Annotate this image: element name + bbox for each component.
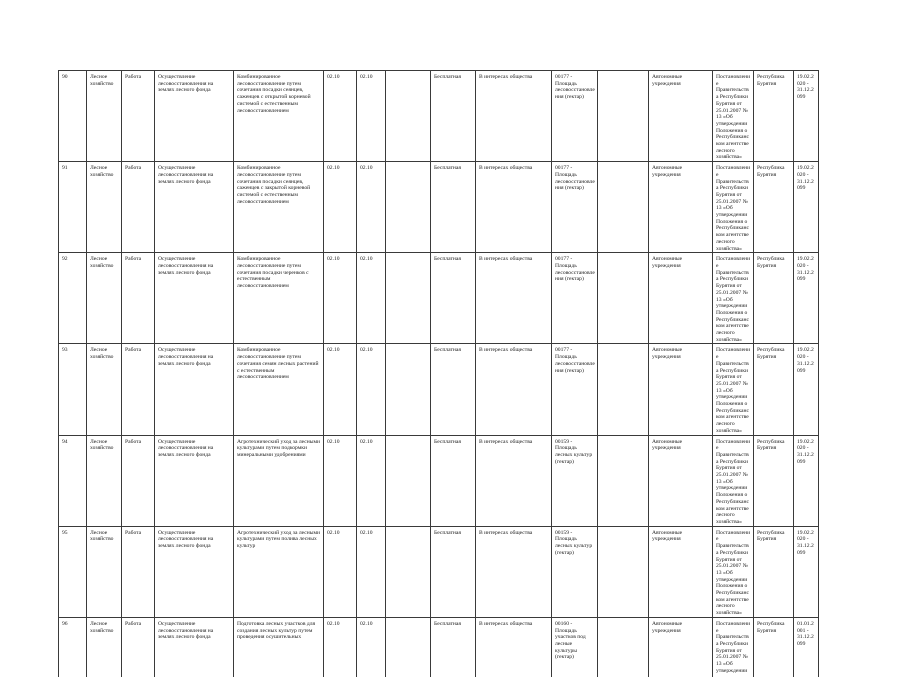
payment-type-cell: Бесплатная <box>431 344 476 435</box>
empty-cell-cell <box>386 526 431 617</box>
row-number-cell: 95 <box>59 526 87 617</box>
okved-code-2-cell: 02.10 <box>357 526 386 617</box>
volume-indicator-cell: 00159 - Площадь лесных культур (гектар) <box>552 435 598 526</box>
activity-sphere-cell: Лесное хозяйство <box>87 344 122 435</box>
service-kind-cell: Работа <box>122 344 155 435</box>
row-number-cell: 94 <box>59 435 87 526</box>
payment-type-cell: Бесплатная <box>431 162 476 253</box>
payment-type-cell: Бесплатная <box>431 526 476 617</box>
okved-code-cell: 02.10 <box>324 617 357 677</box>
table-body <box>59 71 819 677</box>
authority-cell: Республика Бурятия <box>754 344 794 435</box>
payment-type-cell: Бесплатная <box>431 435 476 526</box>
volume-indicator-cell: 00177 - Площадь лесовосстановления (гектар) <box>552 71 598 162</box>
empty-cell-cell <box>386 71 431 162</box>
consumers-cell: В интересах общества <box>476 71 552 162</box>
validity-period-cell: 19.02.2020 - 31.12.2099 <box>794 253 819 344</box>
activity-sphere-cell: Лесное хозяйство <box>87 617 122 677</box>
table-row <box>59 253 819 344</box>
row-number-cell: 91 <box>59 162 87 253</box>
okved-code-cell: 02.10 <box>324 435 357 526</box>
table-row <box>59 71 819 162</box>
institution-type-cell: Автономные учреждения <box>649 526 713 617</box>
authority-cell: Республика Бурятия <box>754 71 794 162</box>
volume-indicator-cell: 00177 - Площадь лесовосстановления (гектар) <box>552 253 598 344</box>
legal-act-cell: Постановление Правительства Республики Бурятия от 25.01.2007 № 13 «Об утверждении Положения о Республиканском агентстве лесного хозяйства» <box>713 71 754 162</box>
consumers-cell: В интересах общества <box>476 344 552 435</box>
okved-code-2-cell: 02.10 <box>357 435 386 526</box>
institution-type-cell: Автономные учреждения <box>649 617 713 677</box>
okved-code-2-cell: 02.10 <box>357 344 386 435</box>
okved-code-cell: 02.10 <box>324 344 357 435</box>
empty-cell-cell <box>386 253 431 344</box>
okved-code-2-cell: 02.10 <box>357 253 386 344</box>
service-name-cell: Осуществление лесовосстановления на землях лесного фонда <box>155 435 234 526</box>
authority-cell: Республика Бурятия <box>754 526 794 617</box>
validity-period-cell: 19.02.2020 - 31.12.2099 <box>794 162 819 253</box>
service-kind-cell: Работа <box>122 162 155 253</box>
validity-period-cell: 19.02.2020 - 31.12.2099 <box>794 435 819 526</box>
legal-act-cell: Постановление Правительства Республики Бурятия от 25.01.2007 № 13 «Об утверждении Положения о Республиканском агентстве лесного хозяйства» <box>713 344 754 435</box>
empty-cell-cell <box>386 435 431 526</box>
okved-code-cell: 02.10 <box>324 253 357 344</box>
okved-code-cell: 02.10 <box>324 71 357 162</box>
service-content-cell: Комбинированное лесовосстановление путем сочетания посадки сеянцев, саженцев с закрытой корневой системой с естественным лесовосстановлением <box>234 162 324 253</box>
okved-code-cell: 02.10 <box>324 162 357 253</box>
volume-indicator-cell: 00160 - Площадь участков под лесные культуры (гектар) <box>552 617 598 677</box>
service-name-cell: Осуществление лесовосстановления на землях лесного фонда <box>155 71 234 162</box>
authority-cell: Республика Бурятия <box>754 253 794 344</box>
service-name-cell: Осуществление лесовосстановления на землях лесного фонда <box>155 344 234 435</box>
row-number-cell: 93 <box>59 344 87 435</box>
consumers-cell: В интересах общества <box>476 617 552 677</box>
institution-type-cell: Автономные учреждения <box>649 344 713 435</box>
okved-code-2-cell: 02.10 <box>357 162 386 253</box>
empty-cell-cell <box>386 617 431 677</box>
empty-cell-cell <box>598 344 649 435</box>
payment-type-cell: Бесплатная <box>431 71 476 162</box>
legal-act-cell: Постановление Правительства Республики Бурятия от 25.01.2007 № 13 «Об утверждении Положения о Республиканском агентстве лесного хозяйства» <box>713 253 754 344</box>
consumers-cell: В интересах общества <box>476 526 552 617</box>
empty-cell-cell <box>598 71 649 162</box>
authority-cell: Республика Бурятия <box>754 162 794 253</box>
row-number-cell: 90 <box>59 71 87 162</box>
service-kind-cell: Работа <box>122 435 155 526</box>
service-name-cell: Осуществление лесовосстановления на землях лесного фонда <box>155 617 234 677</box>
table-row <box>59 526 819 617</box>
service-kind-cell: Работа <box>122 617 155 677</box>
volume-indicator-cell: 00177 - Площадь лесовосстановления (гектар) <box>552 344 598 435</box>
okved-code-2-cell: 02.10 <box>357 71 386 162</box>
institution-type-cell: Автономные учреждения <box>649 71 713 162</box>
service-kind-cell: Работа <box>122 71 155 162</box>
service-kind-cell: Работа <box>122 253 155 344</box>
okved-code-2-cell: 02.10 <box>357 617 386 677</box>
table-row <box>59 344 819 435</box>
consumers-cell: В интересах общества <box>476 435 552 526</box>
institution-type-cell: Автономные учреждения <box>649 162 713 253</box>
activity-sphere-cell: Лесное хозяйство <box>87 253 122 344</box>
institution-type-cell: Автономные учреждения <box>649 435 713 526</box>
table-row <box>59 435 819 526</box>
okved-code-cell: 02.10 <box>324 526 357 617</box>
legal-act-cell: Постановление Правительства Республики Бурятия от 25.01.2007 № 13 «Об утверждении <box>713 617 754 677</box>
activity-sphere-cell: Лесное хозяйство <box>87 71 122 162</box>
service-content-cell: Подготовка лесных участков для создания лесных культур путем проведения осушительных <box>234 617 324 677</box>
table-row <box>59 162 819 253</box>
table-row <box>59 617 819 677</box>
institution-type-cell: Автономные учреждения <box>649 253 713 344</box>
empty-cell-cell <box>598 162 649 253</box>
consumers-cell: В интересах общества <box>476 162 552 253</box>
empty-cell-cell <box>386 344 431 435</box>
service-name-cell: Осуществление лесовосстановления на землях лесного фонда <box>155 253 234 344</box>
row-number-cell: 96 <box>59 617 87 677</box>
services-registry-table <box>58 70 819 677</box>
payment-type-cell: Бесплатная <box>431 253 476 344</box>
consumers-cell: В интересах общества <box>476 253 552 344</box>
service-name-cell: Осуществление лесовосстановления на землях лесного фонда <box>155 162 234 253</box>
empty-cell-cell <box>598 617 649 677</box>
authority-cell: Республика Бурятия <box>754 435 794 526</box>
authority-cell: Республика Бурятия <box>754 617 794 677</box>
legal-act-cell: Постановление Правительства Республики Бурятия от 25.01.2007 № 13 «Об утверждении Положения о Республиканском агентстве лесного хозяйства» <box>713 526 754 617</box>
empty-cell-cell <box>598 526 649 617</box>
activity-sphere-cell: Лесное хозяйство <box>87 162 122 253</box>
service-content-cell: Комбинированное лесовосстановление путем сочетания семян лесных растений с естественным лесовосстановлением <box>234 344 324 435</box>
validity-period-cell: 19.02.2020 - 31.12.2099 <box>794 526 819 617</box>
service-content-cell: Комбинированное лесовосстановление путем сочетания посадки сеянцев, саженцев с открытой корневой системой с естественным лесовосстановлением <box>234 71 324 162</box>
service-name-cell: Осуществление лесовосстановления на землях лесного фонда <box>155 526 234 617</box>
empty-cell-cell <box>598 435 649 526</box>
service-content-cell: Комбинированное лесовосстановление путем сочетания посадки черенков с естественным лесовосстановлением <box>234 253 324 344</box>
activity-sphere-cell: Лесное хозяйство <box>87 435 122 526</box>
validity-period-cell: 01.01.2001 - 31.12.2099 <box>794 617 819 677</box>
service-content-cell: Агротехнический уход за лесными культурами путем подкормки минеральными удобрениями <box>234 435 324 526</box>
volume-indicator-cell: 00177 - Площадь лесовосстановления (гектар) <box>552 162 598 253</box>
volume-indicator-cell: 00159 - Площадь лесных культур (гектар) <box>552 526 598 617</box>
legal-act-cell: Постановление Правительства Республики Бурятия от 25.01.2007 № 13 «Об утверждении Положения о Республиканском агентстве лесного хозяйства» <box>713 162 754 253</box>
empty-cell-cell <box>598 253 649 344</box>
activity-sphere-cell: Лесное хозяйство <box>87 526 122 617</box>
empty-cell-cell <box>386 162 431 253</box>
validity-period-cell: 19.02.2020 - 31.12.2099 <box>794 71 819 162</box>
legal-act-cell: Постановление Правительства Республики Бурятия от 25.01.2007 № 13 «Об утверждении Положения о Республиканском агентстве лесного хозяйства» <box>713 435 754 526</box>
validity-period-cell: 19.02.2020 - 31.12.2099 <box>794 344 819 435</box>
service-content-cell: Агротехнический уход за лесными культурами путем полива лесных культур <box>234 526 324 617</box>
row-number-cell: 92 <box>59 253 87 344</box>
service-kind-cell: Работа <box>122 526 155 617</box>
payment-type-cell: Бесплатная <box>431 617 476 677</box>
